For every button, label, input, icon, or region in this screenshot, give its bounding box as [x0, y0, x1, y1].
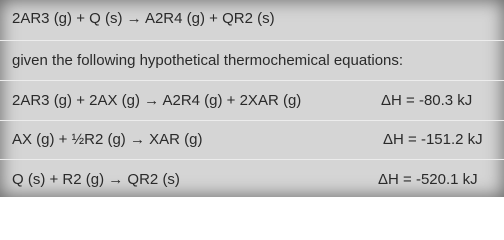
equation-1-text: 2AR3 (g) + 2AX (g) → A2R4 (g) + 2XAR (g)	[12, 92, 302, 109]
divider	[0, 120, 504, 121]
equation-2-enthalpy: ΔH = -151.2 kJ	[383, 131, 483, 148]
equation-1-enthalpy: ΔH = -80.3 kJ	[381, 92, 473, 109]
equation-1	[12, 92, 301, 110]
equation-3-enthalpy: ΔH = -520.1 kJ	[378, 171, 478, 188]
equation-2	[12, 131, 202, 149]
target-equation-text: 2AR3 (g) + Q (s) → A2R4 (g) + QR2 (s)	[12, 10, 275, 27]
target-equation	[12, 10, 275, 28]
divider	[0, 40, 504, 41]
divider	[0, 80, 504, 81]
equation-2-text: AX (g) + ½R2 (g) → XAR (g)	[12, 131, 203, 148]
equation-3	[12, 171, 180, 189]
divider	[0, 159, 504, 160]
equation-3-text: Q (s) + R2 (g) → QR2 (s)	[12, 171, 180, 188]
instruction-text: given the following hypothetical thermochemical equations:	[12, 52, 404, 69]
